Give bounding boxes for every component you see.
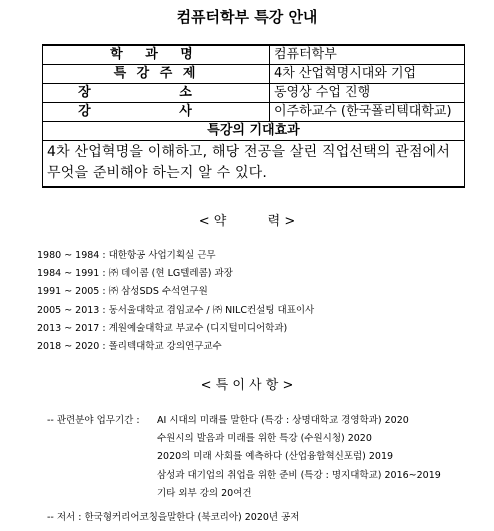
note-text: 기타 외부 강의 20여건 — [157, 487, 252, 499]
effect-heading: 특강의 기대효과 — [43, 122, 465, 141]
table-row — [43, 84, 465, 103]
table-row — [43, 45, 465, 65]
career-list — [37, 247, 314, 356]
lecturer-label: 강 사 — [43, 103, 270, 122]
career-heading: < 약 력 > — [198, 214, 296, 229]
note-text: 삼성과 대기업의 취업을 위한 준비 (특강 : 명지대학교) 2016~2019 — [157, 469, 441, 481]
note-text: 수원시의 발음과 미래를 위한 특강 (수원시청) 2020 — [157, 433, 372, 445]
table-row — [43, 65, 465, 84]
list-item: 2018 ~ 2020 : 폴리텍대학교 강의연구교수 — [37, 341, 222, 353]
department-label: 학 과 명 — [43, 45, 270, 65]
note-text: AI 시대의 미래를 말한다 (특강 : 상명대학교 경영학과) 2020 — [157, 415, 409, 426]
lecture-info-table — [42, 44, 465, 188]
place-value: 동영상 수업 진행 — [270, 84, 465, 103]
table-row — [43, 141, 465, 188]
topic-label: 특 강 주 제 — [43, 65, 270, 84]
topic-value: 4차 산업혁명시대와 기업 — [270, 65, 465, 84]
list-item: 2005 ~ 2013 : 동서울대학교 겸임교수 / ㈜ NILC컨설팅 대표이사 — [37, 304, 315, 316]
note-text: 2020의 미래 사회를 예측하다 (산업융합혁신포럼) 2019 — [157, 451, 394, 463]
notes-heading: < 특 이 사 항 > — [200, 378, 294, 393]
list-item: 1991 ~ 2005 : ㈜ 삼성SDS 수석연구원 — [37, 286, 208, 298]
list-item — [47, 430, 441, 448]
lecturer-value: 이주하교수 (한국폴리텍대학교) — [270, 103, 465, 122]
list-item — [47, 412, 441, 430]
list-item: 1984 ~ 1991 : ㈜ 데이콤 (현 LG텔레콤) 과장 — [37, 268, 233, 280]
notes-prefix: -- 관련분야 업무기간 : — [47, 415, 140, 426]
effect-text: 4차 산업혁명을 이해하고, 해당 전공을 살린 직업선택의 관점에서 무엇을 준비해야 하는지 알 수 있다. — [43, 141, 465, 188]
place-label: 장 소 — [43, 84, 270, 103]
list-item: 2013 ~ 2017 : 계원예술대학교 부교수 (디지털미디어학과) — [37, 322, 288, 334]
list-item — [47, 448, 441, 466]
department-value: 컴퓨터학부 — [270, 45, 465, 65]
notes-list — [47, 412, 441, 503]
page-title: 컴퓨터학부 특강 안내 — [176, 8, 318, 26]
list-item — [47, 467, 441, 485]
table-row — [43, 103, 465, 122]
list-item — [47, 485, 441, 503]
book-note: -- 저서 : 한국형커리어코칭을말한다 (북코리아) 2020년 공저 — [47, 512, 300, 523]
table-row — [43, 122, 465, 141]
list-item: 1980 ~ 1984 : 대한항공 사업기획실 근무 — [37, 250, 216, 261]
